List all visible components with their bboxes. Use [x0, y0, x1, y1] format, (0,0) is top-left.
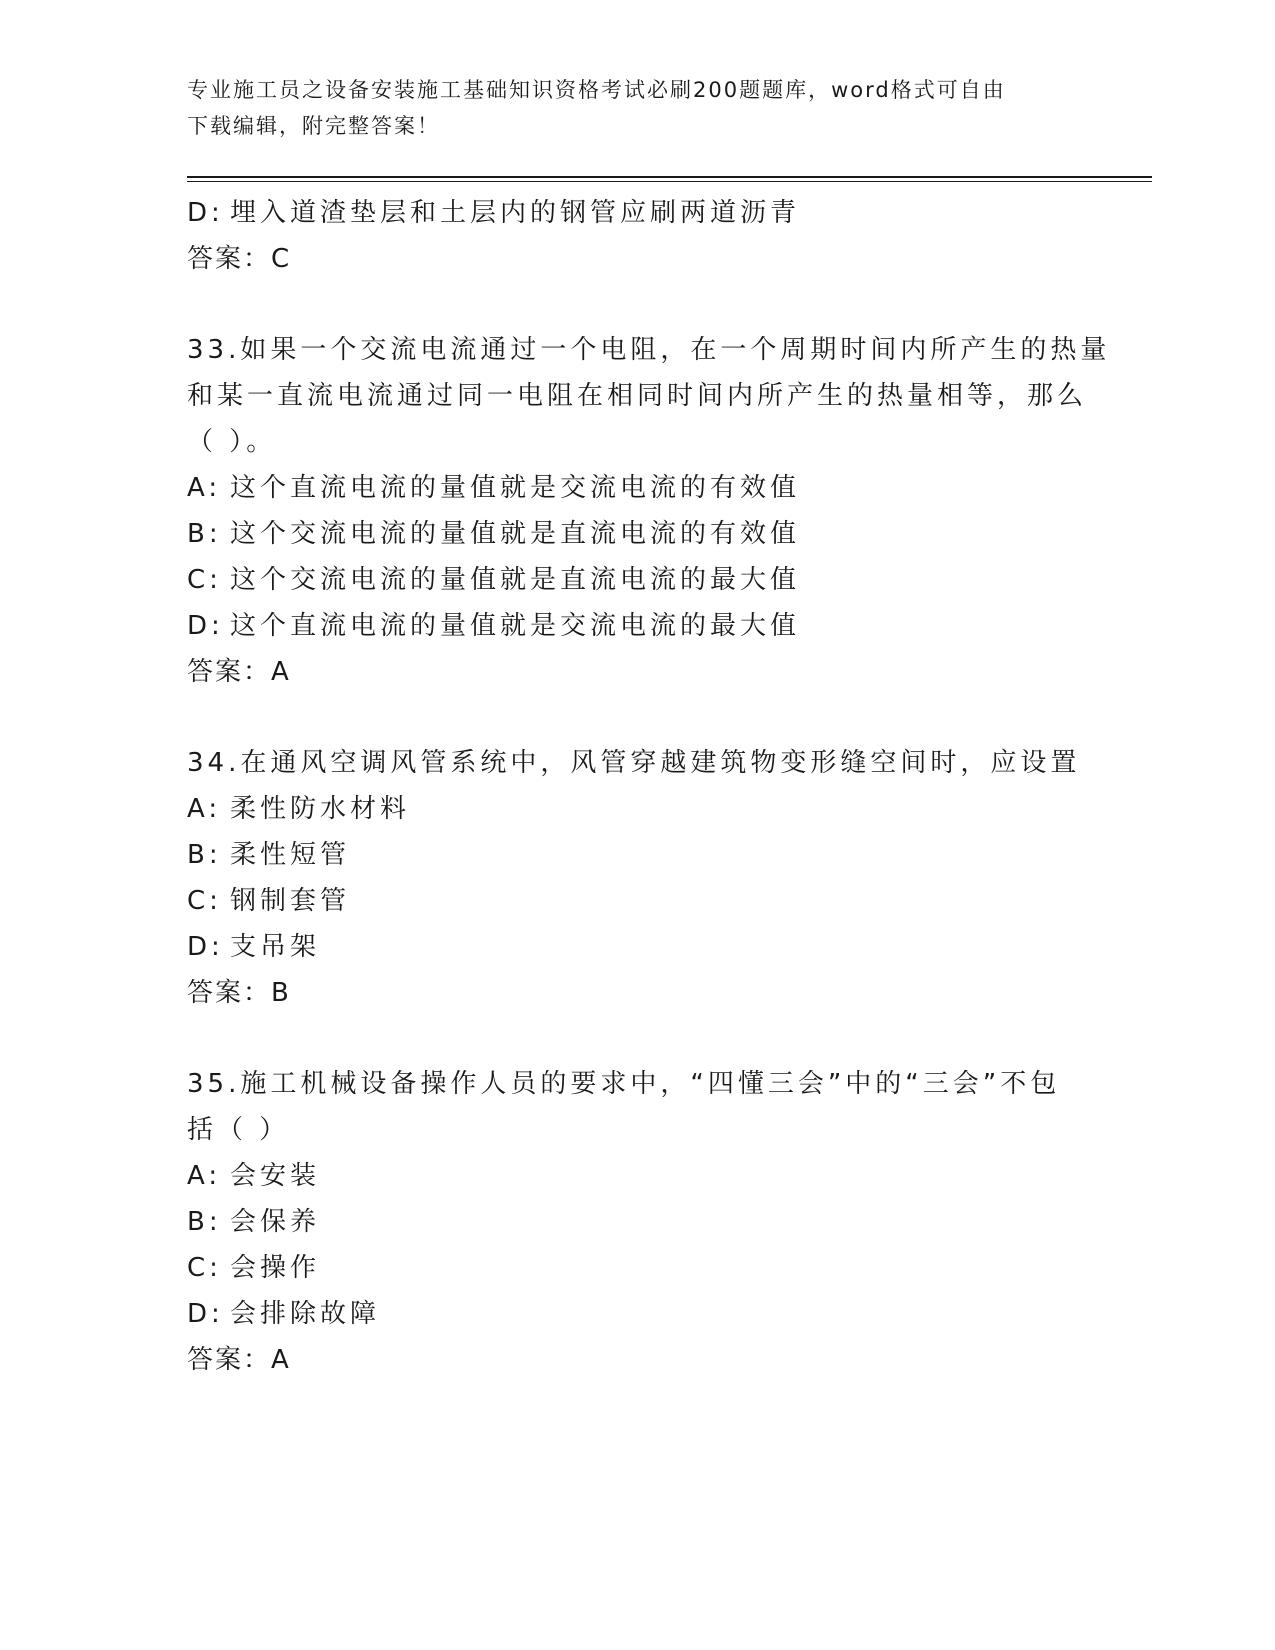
option-text: 柔性短管: [230, 840, 351, 870]
option-text: 这个直流电流的量值就是交流电流的有效值: [230, 473, 801, 503]
option-letter: C:: [187, 565, 222, 595]
header-divider-thick: [187, 176, 1152, 178]
question-34: [187, 740, 1127, 1016]
option-b: [187, 1199, 1127, 1245]
option-letter: B:: [187, 519, 222, 549]
option-text: 会保养: [230, 1207, 321, 1237]
option-text: 会安装: [230, 1161, 321, 1191]
question-stem-line: 和某一直流电流通过同一电阻在相同时间内所产生的热量相等，那么: [187, 381, 1088, 411]
option-text: 这个交流电流的量值就是直流电流的最大值: [230, 565, 801, 595]
option-d: [187, 190, 1127, 236]
option-text: 支吊架: [230, 932, 321, 962]
question-stem-line: 括（ ）: [187, 1115, 290, 1145]
spacer: [187, 282, 1127, 327]
option-letter: D:: [187, 198, 224, 228]
option-letter: C:: [187, 886, 222, 916]
question-33: [187, 327, 1127, 695]
option-letter: D:: [187, 1299, 224, 1329]
option-letter: A:: [187, 1161, 222, 1191]
option-letter: A:: [187, 473, 222, 503]
option-a: [187, 1153, 1127, 1199]
question-32-tail: [187, 190, 1127, 282]
option-a: [187, 465, 1127, 511]
question-35: [187, 1061, 1127, 1383]
option-letter: A:: [187, 794, 222, 824]
question-stem-line: 34.在通风空调风管系统中，风管穿越建筑物变形缝空间时，应设置: [187, 748, 1081, 778]
option-letter: B:: [187, 1207, 222, 1237]
option-text: 会操作: [230, 1253, 321, 1283]
option-b: [187, 832, 1127, 878]
option-letter: B:: [187, 840, 222, 870]
question-stem-line: 33.如果一个交流电流通过一个电阻，在一个周期时间内所产生的热量: [187, 335, 1111, 365]
spacer: [187, 695, 1127, 740]
option-d: [187, 924, 1127, 970]
question-stem-line: 35.施工机械设备操作人员的要求中，“四懂三会”中的“三会”不包: [187, 1069, 1061, 1099]
option-text: 钢制套管: [230, 886, 351, 916]
header-line-2: 下载编辑，附完整答案！: [187, 114, 440, 138]
option-letter: C:: [187, 1253, 222, 1283]
option-text: 会排除故障: [230, 1299, 381, 1329]
option-c: [187, 1245, 1127, 1291]
header-line-1: 专业施工员之设备安装施工基础知识资格考试必刷200题题库，word格式可自由: [187, 78, 1006, 102]
header-divider-thin: [187, 181, 1152, 182]
option-c: [187, 557, 1127, 603]
answer-line: 答案：A: [187, 1345, 291, 1375]
option-text: 埋入道渣垫层和土层内的钢管应刷两道沥青: [230, 198, 801, 228]
document-header: [187, 72, 1087, 144]
option-b: [187, 511, 1127, 557]
option-text: 这个直流电流的量值就是交流电流的最大值: [230, 611, 801, 641]
spacer: [187, 1016, 1127, 1061]
answer-line: 答案：A: [187, 657, 291, 687]
option-c: [187, 878, 1127, 924]
question-stem-line: （ ）。: [187, 427, 277, 457]
option-letter: D:: [187, 611, 224, 641]
option-d: [187, 1291, 1127, 1337]
option-d: [187, 603, 1127, 649]
option-text: 这个交流电流的量值就是直流电流的有效值: [230, 519, 801, 549]
answer-line: 答案：B: [187, 978, 291, 1008]
question-list: [187, 190, 1127, 1383]
option-letter: D:: [187, 932, 224, 962]
answer-line: 答案：C: [187, 244, 292, 274]
option-a: [187, 786, 1127, 832]
option-text: 柔性防水材料: [230, 794, 411, 824]
